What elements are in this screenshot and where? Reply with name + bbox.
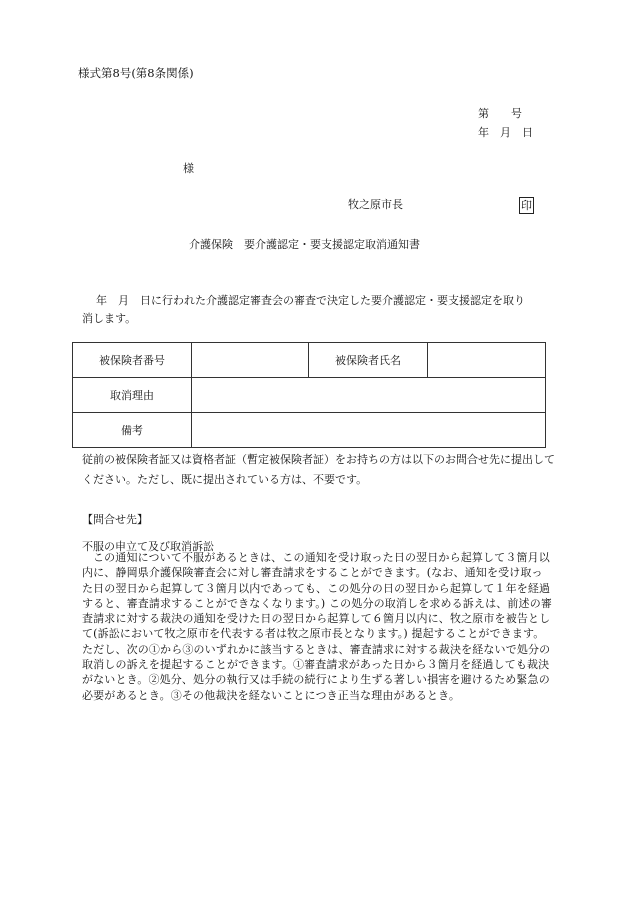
- document-number: 第 号: [478, 107, 522, 120]
- insured-info-table: [72, 342, 546, 448]
- intro-line-1: 年 月 日に行われた介護認定審査会の審査で決定した要介護認定・要支援認定を取り: [96, 294, 525, 307]
- contact-heading: 【問合せ先】: [82, 513, 148, 526]
- seal-label: 印: [521, 199, 532, 212]
- remarks-label: 備考: [73, 413, 192, 448]
- insured-number-label: 被保険者番号: [73, 343, 192, 378]
- insured-name-value: [428, 343, 546, 378]
- reason-value: [192, 378, 546, 413]
- seal-mark: [519, 194, 534, 214]
- return-notice: 従前の被保険者証又は資格者証（暫定被保険者証）をお持ちの方は以下のお問合せ先に提出してください。ただし、既に提出されている方は、不要です。: [82, 453, 555, 486]
- issue-date: 年 月 日: [478, 126, 533, 139]
- form-number: 様式第8号(第8条関係): [78, 66, 194, 80]
- insured-name-label: 被保険者氏名: [309, 343, 428, 378]
- appeal-heading: 不服の申立て及び取消訴訟: [82, 540, 214, 553]
- appeal-body: この通知について不服があるときは、この通知を受け取った日の翌日から起算して３箇月以内に、静岡県介護保険審査会に対し審査請求をすることができます。(なお、通知を受け取った日の翌日から起算して３箇月以内であっても、この処分の日の翌日から起算して１年を経過すると、審査請求することができなくなります。) この処分の取消しを求める訴えは、前述の審査請求に対する裁決の通知を受けた日の翌日から起算して６箇月以内に、牧之原市を被告として(訴訟において牧之原市を代表する者は牧之原市長となります。) 提起することができます。ただし、次の①から③のいずれかに該当するときは、審査請求に対する裁決を経ないで処分の取消しの訴えを提起することができます。①審査請求があった日から３箇月を経過しても裁決がないとき。②処分、処分の執行又は手続の続行により生ずる著しい損害を避けるため緊急の必要があるとき。③その他裁決を経ないことにつき正当な理由があるとき。: [82, 551, 553, 702]
- issuer-name: 牧之原市長: [348, 198, 403, 211]
- intro-line-2: 消します。: [82, 312, 137, 325]
- insured-number-value: [192, 343, 309, 378]
- document-title: 介護保険 要介護認定・要支援認定取消通知書: [189, 238, 420, 251]
- addressee-suffix: 様: [183, 162, 194, 175]
- remarks-value: [192, 413, 546, 448]
- reason-label: 取消理由: [73, 378, 192, 413]
